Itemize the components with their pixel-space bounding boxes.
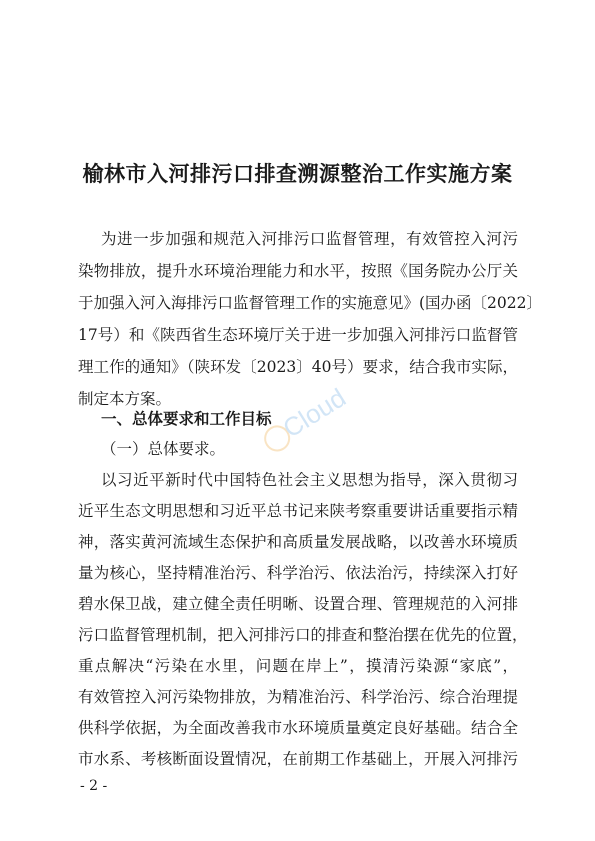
body-line: 量为核心，坚持精准治污、科学治污、依法治污，持续深入打好 — [78, 564, 518, 582]
body-line: 市水系、考核断面设置情况，在前期工作基础上，开展入河排污 — [78, 750, 518, 768]
body-line: 以习近平新时代中国特色社会主义思想为指导，深入贯彻习 — [101, 471, 518, 489]
intro-line: 染物排放，提升水环境治理能力和水平，按照《国务院办公厅关 — [78, 262, 518, 280]
intro-line: 17号）和《陕西省生态环境厅关于进一步加强入河排污口监督管 — [78, 326, 518, 344]
body-line: 重点解决“污染在水里，问题在岸上”，摸清污染源“家底”， — [78, 657, 518, 675]
body-line: 供科学依据，为全面改善我市水环境质量奠定良好基础。结合全 — [78, 719, 518, 737]
body-line: 近平生态文明思想和习近平总书记来陕考察重要讲话重要指示精 — [78, 502, 518, 520]
document-title: 榆林市入河排污口排查溯源整治工作实施方案 — [82, 162, 513, 186]
subsection-heading: （一）总体要求。 — [101, 440, 226, 458]
section-heading: 一、总体要求和工作目标 — [101, 410, 272, 428]
intro-line: 理工作的通知》（陕环发〔2023〕40号）要求，结合我市实际， — [78, 358, 518, 376]
body-line: 碧水保卫战，建立健全责任明晰、设置合理、管理规范的入河排 — [78, 595, 518, 613]
intro-line: 于加强入河入海排污口监督管理工作的实施意见》(国办函〔2022〕 — [78, 294, 542, 312]
watermark-text: Cloud — [277, 382, 351, 444]
intro-line: 制定本方案。 — [78, 390, 172, 408]
body-line: 污口监督管理机制，把入河排污口的排查和整治摆在优先的位置， — [78, 626, 528, 644]
body-line: 神，落实黄河流域生态保护和高质量发展战略，以改善水环境质 — [78, 533, 518, 551]
body-line: 有效管控入河污染物排放，为精准治污、科学治污、综合治理提 — [78, 688, 518, 706]
page-number: - 2 - — [80, 778, 108, 794]
intro-line: 为进一步加强和规范入河排污口监督管理，有效管控入河污 — [101, 230, 518, 248]
